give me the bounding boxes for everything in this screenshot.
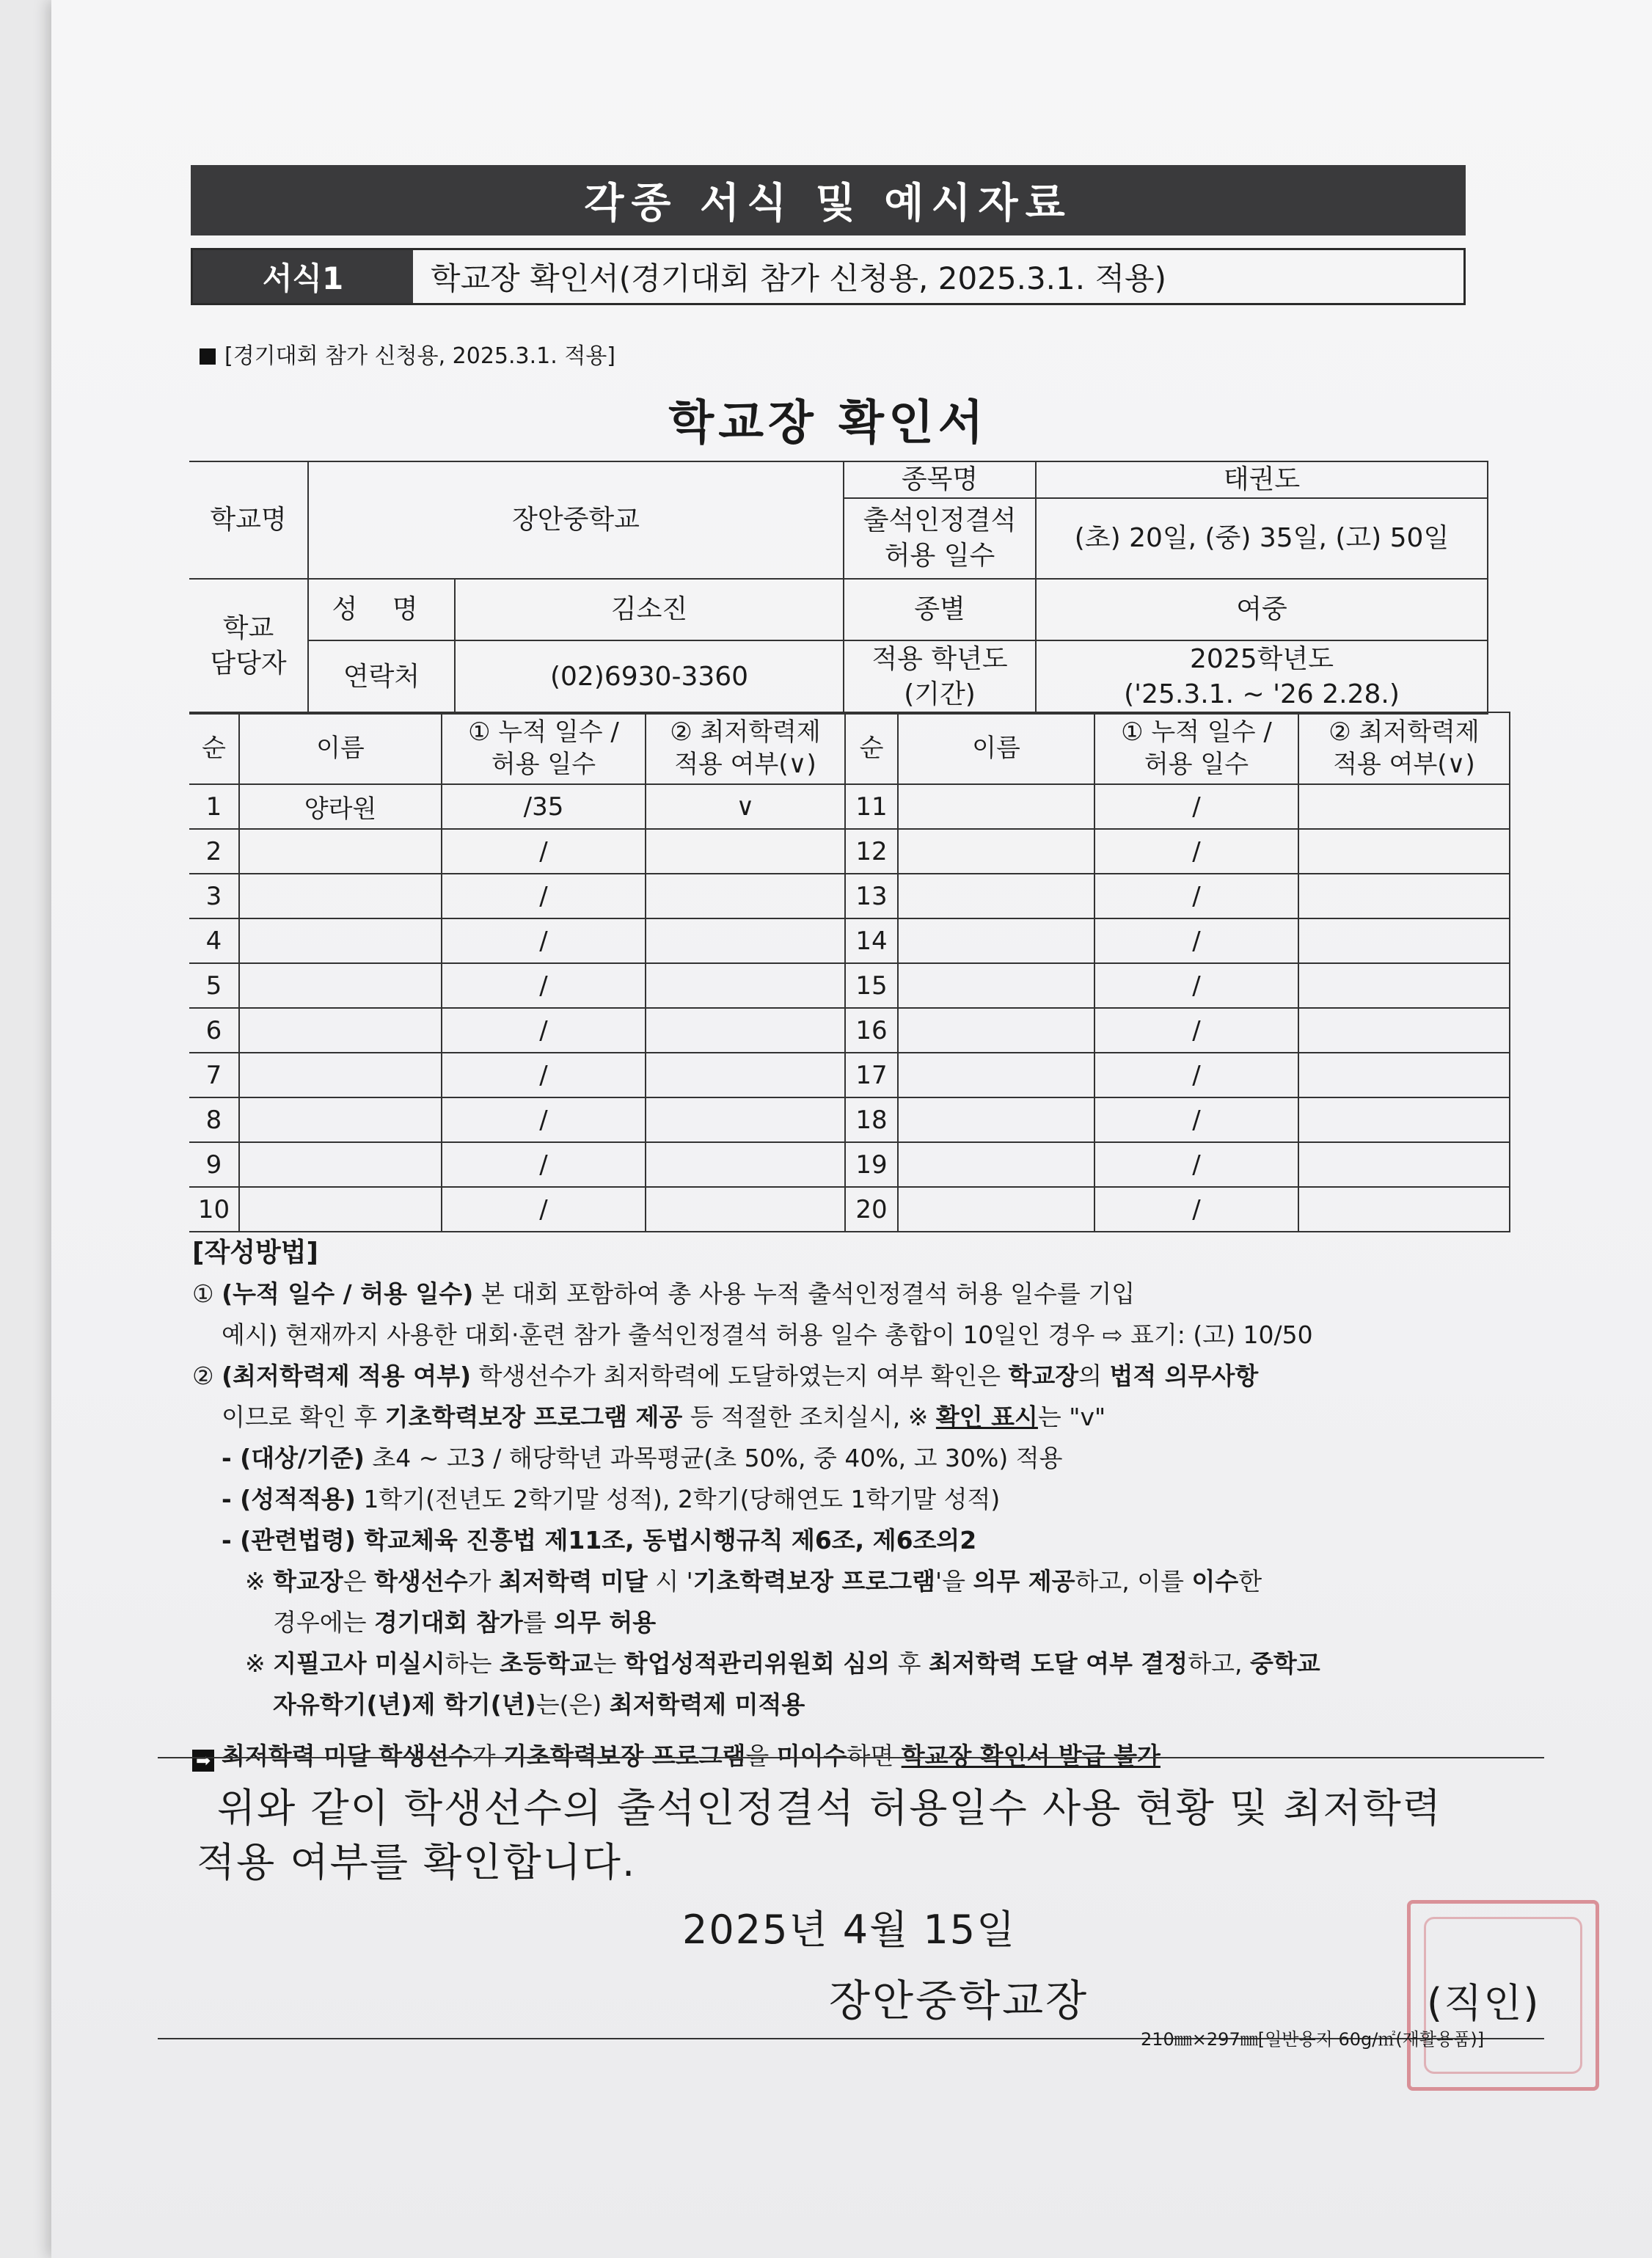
- paper-spec: 210㎜×297㎜[일반용지 60g/㎡(재활용품)]: [1141, 2029, 1485, 2050]
- roster-left-no[interactable]: 6: [189, 1008, 239, 1053]
- roster-right-name[interactable]: [898, 784, 1094, 829]
- note1-t5: 하고, 이를: [1075, 1567, 1192, 1596]
- roster-right-name[interactable]: [898, 1097, 1094, 1142]
- year-value-line1: 2025학년도: [1190, 644, 1334, 674]
- gender-label: 종별: [844, 579, 1036, 640]
- sub-item-law: [192, 1520, 1549, 1561]
- sport-value: 태권도: [1036, 461, 1488, 498]
- roster-right-mark[interactable]: [1298, 784, 1510, 829]
- roster-right-no[interactable]: 13: [845, 874, 898, 918]
- section-banner: [191, 165, 1466, 235]
- note2-b1: 지필고사 미실시: [273, 1649, 445, 1678]
- header-no: 순: [189, 712, 239, 784]
- table-row: [189, 874, 1510, 918]
- roster-left-mark[interactable]: [646, 874, 845, 918]
- roster-right-no[interactable]: 11: [845, 784, 898, 829]
- note2-line2-a: 자유학기(년)제 학기(년): [273, 1690, 536, 1719]
- table-row: [189, 1097, 1510, 1142]
- roster-right-days[interactable]: /: [1094, 1097, 1298, 1142]
- confirmation-line1: 위와 같이 학생선수의 출석인정결석 허용일수 사용 현황 및 최저학력: [217, 1785, 1442, 1831]
- item2-b2: 법적 의무사항: [1109, 1362, 1259, 1390]
- final-b2: 기초학력보장 프로그램: [503, 1742, 746, 1770]
- note1-t6: 한: [1238, 1567, 1262, 1596]
- final-t1: 가: [472, 1742, 504, 1770]
- table-row: [189, 963, 1510, 1008]
- header-days: [442, 712, 646, 784]
- table-row: [189, 784, 1510, 829]
- roster-right-no[interactable]: 12: [845, 829, 898, 874]
- roster-right-name[interactable]: [898, 1008, 1094, 1053]
- item2-line2-e: 는 "v": [1037, 1403, 1106, 1431]
- roster-left-name[interactable]: [239, 918, 442, 963]
- roster-right-days[interactable]: /: [1094, 784, 1298, 829]
- roster-right-name[interactable]: [898, 963, 1094, 1008]
- roster-left-name[interactable]: [239, 1142, 442, 1187]
- header-min: [1298, 712, 1510, 784]
- principal-name: 장안중학교장: [829, 1976, 1089, 2025]
- header-min-line1: ② 최저학력제: [1328, 717, 1480, 747]
- instruction-item-1-example: 예시) 현재까지 사용한 대회·훈련 참가 출석인정결석 허용 일수 총합이 10일인 경우 ⇨ 표기: (고) 10/50: [222, 1320, 1313, 1349]
- roster-right-days[interactable]: /: [1094, 918, 1298, 963]
- table-row: [189, 1008, 1510, 1053]
- item2-line2-b: 기초학력보장 프로그램 제공: [384, 1403, 683, 1431]
- roster-left-no[interactable]: 5: [189, 963, 239, 1008]
- manager-label-line1: 학교: [222, 613, 274, 643]
- roster-right-mark[interactable]: [1298, 918, 1510, 963]
- item2-line2-c: 등 적절한 조치실시, ※: [682, 1403, 936, 1431]
- absence-value: (초) 20일, (중) 35일, (고) 50일: [1036, 498, 1488, 579]
- roster-left-no[interactable]: 10: [189, 1187, 239, 1232]
- roster-left-no[interactable]: 2: [189, 829, 239, 874]
- roster-right-name[interactable]: [898, 874, 1094, 918]
- roster-right-days[interactable]: /: [1094, 1142, 1298, 1187]
- roster-right-mark[interactable]: [1298, 963, 1510, 1008]
- roster-left-days[interactable]: /: [442, 963, 646, 1008]
- table-row: [189, 1142, 1510, 1187]
- year-label-line2: (기간): [904, 679, 976, 709]
- instruction-item-2-line2: [192, 1397, 1549, 1438]
- sub2-text: 1학기(전년도 2학기말 성적), 2학기(당해연도 1학기말 성적): [355, 1485, 1001, 1513]
- roster-right-days[interactable]: /: [1094, 829, 1298, 874]
- table-row: [189, 829, 1510, 874]
- roster-right-mark[interactable]: [1298, 829, 1510, 874]
- note2-b4: 최저학력 도달 여부 결정: [928, 1649, 1188, 1678]
- roster-left-mark[interactable]: ∨: [646, 784, 845, 829]
- item2-text-b: 의: [1078, 1362, 1110, 1390]
- roster-left-days[interactable]: /35: [442, 784, 646, 829]
- sub-item-grades: [192, 1479, 1549, 1520]
- roster-right-days[interactable]: /: [1094, 1008, 1298, 1053]
- roster-left-name[interactable]: [239, 963, 442, 1008]
- roster-right-mark[interactable]: [1298, 874, 1510, 918]
- instructions: [192, 1232, 1549, 1777]
- header-min: [646, 712, 845, 784]
- roster-right-no[interactable]: 14: [845, 918, 898, 963]
- roster-right-mark[interactable]: [1298, 1097, 1510, 1142]
- roster-left-name[interactable]: [239, 1008, 442, 1053]
- banner-title: 각종 서식 및 예시자료: [584, 180, 1072, 227]
- roster-right-no[interactable]: 15: [845, 963, 898, 1008]
- roster-right-mark[interactable]: [1298, 1142, 1510, 1187]
- roster-right-name[interactable]: [898, 829, 1094, 874]
- roster-left-no[interactable]: 7: [189, 1053, 239, 1097]
- header-name: 이름: [898, 712, 1094, 784]
- sub-item-target: [192, 1438, 1549, 1479]
- note1-line2-b: 경기대회 참가: [374, 1608, 523, 1637]
- form-label: 서식1: [193, 250, 413, 303]
- roster-left-no[interactable]: 8: [189, 1097, 239, 1142]
- note1-t1: 은: [343, 1567, 375, 1596]
- arrow-right-icon: ➡: [192, 1750, 214, 1772]
- note2-line2-b: 는(은): [536, 1690, 610, 1719]
- header-min-line2: 적용 여부(∨): [1333, 750, 1475, 779]
- roster-left-days[interactable]: /: [442, 1008, 646, 1053]
- final-t3: 하면: [847, 1742, 902, 1770]
- roster-left-days[interactable]: /: [442, 1187, 646, 1232]
- year-value-line2: ('25.3.1. ~ '26 2.28.): [1124, 679, 1400, 709]
- roster-left-name[interactable]: [239, 1187, 442, 1232]
- sub2-bold: - (성적적용): [222, 1485, 356, 1513]
- roster-left-mark[interactable]: [646, 918, 845, 963]
- roster-left-mark[interactable]: [646, 963, 845, 1008]
- header-days-line1: ① 누적 일수 /: [468, 717, 619, 747]
- year-value: [1036, 640, 1488, 714]
- note1-t4: '을: [935, 1567, 973, 1596]
- seal-label: (직인): [1427, 1980, 1540, 2026]
- item2-line2-a: 이므로 확인 후: [222, 1403, 385, 1431]
- table-row: [189, 918, 1510, 963]
- roster-right-days[interactable]: /: [1094, 963, 1298, 1008]
- absence-label: [844, 498, 1036, 579]
- final-b4: 학교장 확인서 발급 불가: [901, 1742, 1161, 1770]
- note2-line2-c: 최저학력제 미적용: [609, 1690, 805, 1719]
- roster-right-mark[interactable]: [1298, 1008, 1510, 1053]
- square-bullet-icon: [200, 348, 216, 365]
- roster-left-days[interactable]: /: [442, 874, 646, 918]
- item2-b1: 학교장: [1008, 1362, 1079, 1390]
- sub1-text: 초4 ~ 고3 / 해당학년 과목평균(초 50%, 중 40%, 고 30%) 적용: [364, 1444, 1063, 1472]
- gender-value: 여중: [1036, 579, 1488, 640]
- header-days-line1: ① 누적 일수 /: [1121, 717, 1272, 747]
- absence-label-line1: 출석인정결석: [863, 505, 1017, 536]
- note1-b2: 학생선수: [374, 1567, 468, 1596]
- school-label: 학교명: [189, 461, 308, 579]
- contact-label: 연락처: [308, 640, 455, 714]
- final-b1: 최저학력 미달 학생선수: [222, 1742, 472, 1770]
- item2-number: ②: [192, 1362, 214, 1390]
- confirmation-line2: 적용 여부를 확인합니다.: [197, 1839, 637, 1885]
- roster-left-name[interactable]: [239, 1053, 442, 1097]
- roster-right-name[interactable]: [898, 1187, 1094, 1232]
- roster-right-mark[interactable]: [1298, 1053, 1510, 1097]
- note2-t3: 후: [890, 1649, 929, 1678]
- note2-b3: 학업성적관리위원회 심의: [624, 1649, 891, 1678]
- note1-line2-d: 의무 허용: [554, 1608, 657, 1637]
- item1-text: 본 대회 포함하여 총 사용 누적 출석인정결석 허용 일수를 기입: [473, 1279, 1136, 1308]
- note-principal-line2: [192, 1602, 1549, 1643]
- roster-right-name[interactable]: [898, 1053, 1094, 1097]
- note2-b2: 초등학교: [500, 1649, 593, 1678]
- sub1-bold: - (대상/기준): [222, 1444, 365, 1472]
- roster-left-no[interactable]: 9: [189, 1142, 239, 1187]
- note-elementary: [192, 1643, 1549, 1684]
- student-roster-table: [189, 712, 1510, 1232]
- note2-t2: 는: [593, 1649, 624, 1678]
- roster-left-days[interactable]: /: [442, 1097, 646, 1142]
- form-header: [191, 248, 1466, 305]
- year-label: [844, 640, 1036, 714]
- roster-left-mark[interactable]: [646, 1142, 845, 1187]
- roster-right-days[interactable]: /: [1094, 1053, 1298, 1097]
- note1-b1: 학교장: [273, 1567, 343, 1596]
- sub3-bold: - (관련법령): [222, 1526, 356, 1554]
- roster-left-mark[interactable]: [646, 1008, 845, 1053]
- document-title: 학교장 확인서: [668, 396, 988, 450]
- final-b3: 미이수: [776, 1742, 847, 1770]
- roster-right-name[interactable]: [898, 1142, 1094, 1187]
- name-label: 성 명: [308, 579, 455, 640]
- instruction-item-2: [192, 1356, 1549, 1397]
- form-title: 학교장 확인서(경기대회 참가 신청용, 2025.3.1. 적용): [431, 260, 1166, 296]
- roster-right-mark[interactable]: [1298, 1187, 1510, 1232]
- item1-number: ①: [192, 1279, 214, 1308]
- header-name: 이름: [239, 712, 442, 784]
- roster-left-mark[interactable]: [646, 1097, 845, 1142]
- note1-mark: ※: [245, 1567, 274, 1596]
- table-row: [189, 1187, 1510, 1232]
- confirmation-statement: [197, 1781, 1532, 1890]
- roster-left-name[interactable]: [239, 1097, 442, 1142]
- roster-right-no[interactable]: 18: [845, 1097, 898, 1142]
- roster-right-no[interactable]: 17: [845, 1053, 898, 1097]
- header-no: 순: [845, 712, 898, 784]
- header-days: [1094, 712, 1298, 784]
- absence-label-line2: 허용 일수: [884, 541, 995, 571]
- note1-b3: 최저학력 미달: [499, 1567, 648, 1596]
- note1-b6: 이수: [1191, 1567, 1239, 1596]
- header-min-line1: ② 최저학력제: [670, 717, 821, 747]
- note2-mark: ※: [245, 1649, 274, 1678]
- roster-left-days[interactable]: /: [442, 1142, 646, 1187]
- note1-b4: 기초학력보장 프로그램: [692, 1567, 936, 1596]
- manager-label: [189, 579, 308, 714]
- roster-left-no[interactable]: 3: [189, 874, 239, 918]
- sport-label: 종목명: [844, 461, 1036, 498]
- table-row: [189, 1053, 1510, 1097]
- roster-right-no[interactable]: 16: [845, 1008, 898, 1053]
- instructions-heading: [작성방법]: [192, 1238, 319, 1268]
- roster-right-no[interactable]: 19: [845, 1142, 898, 1187]
- note2-t4: 하고,: [1188, 1649, 1250, 1678]
- roster-left-days[interactable]: /: [442, 918, 646, 963]
- roster-left-mark[interactable]: [646, 1053, 845, 1097]
- roster-right-name[interactable]: [898, 918, 1094, 963]
- roster-left-mark[interactable]: [646, 1187, 845, 1232]
- manager-label-line2: 담당자: [210, 648, 287, 679]
- header-min-line2: 적용 여부(∨): [674, 750, 816, 779]
- usage-note: [200, 337, 615, 370]
- roster-left-no[interactable]: 1: [189, 784, 239, 829]
- contact-value: (02)6930-3360: [455, 640, 844, 714]
- header-days-line2: 허용 일수: [491, 750, 596, 779]
- issue-date: 2025년 4월 15일: [682, 1907, 1017, 1953]
- note1-t3: 시 ': [647, 1567, 693, 1596]
- note1-b5: 의무 제공: [973, 1567, 1075, 1596]
- note-elementary-line2: [192, 1684, 1549, 1725]
- header-days-line2: 허용 일수: [1144, 750, 1249, 779]
- final-t2: 을: [745, 1742, 777, 1770]
- roster-left-mark[interactable]: [646, 829, 845, 874]
- note1-line2-c: 를: [522, 1608, 555, 1637]
- roster-left-no[interactable]: 4: [189, 918, 239, 963]
- note1-t2: 가: [467, 1567, 500, 1596]
- note2-b5: 중학교: [1249, 1649, 1320, 1678]
- item2-text-a: 학생선수가 최저학력에 도달하였는지 여부 확인은: [471, 1362, 1009, 1390]
- roster-left-name[interactable]: [239, 874, 442, 918]
- school-info-table: [189, 461, 1488, 715]
- name-value: 김소진: [455, 579, 844, 640]
- roster-right-no[interactable]: 20: [845, 1187, 898, 1232]
- note-principal: [192, 1561, 1549, 1602]
- roster-right-days[interactable]: /: [1094, 1187, 1298, 1232]
- usage-note-text: [경기대회 참가 신청용, 2025.3.1. 적용]: [224, 343, 615, 369]
- instruction-item-1: [192, 1274, 1549, 1315]
- divider-top: [158, 1757, 1544, 1758]
- roster-left-days[interactable]: /: [442, 1053, 646, 1097]
- roster-right-days[interactable]: /: [1094, 874, 1298, 918]
- roster-left-name[interactable]: 양라원: [239, 784, 442, 829]
- sub3-text: 학교체육 진흥법 제11조, 동법시행규칙 제6조, 제6조의2: [355, 1526, 977, 1554]
- item2-bold: (최저학력제 적용 여부): [222, 1362, 472, 1390]
- roster-left-name[interactable]: [239, 829, 442, 874]
- roster-left-days[interactable]: /: [442, 829, 646, 874]
- item2-line2-d: 확인 표시: [935, 1403, 1038, 1431]
- note1-line2-a: 경우에는: [273, 1608, 375, 1637]
- note2-t1: 하는: [445, 1649, 500, 1678]
- year-label-line1: 적용 학년도: [871, 644, 1008, 674]
- roster-header-row: [189, 712, 1510, 784]
- school-value: 장안중학교: [308, 461, 844, 579]
- final-warning: [192, 1736, 1549, 1777]
- item1-bold: (누적 일수 / 허용 일수): [222, 1279, 474, 1308]
